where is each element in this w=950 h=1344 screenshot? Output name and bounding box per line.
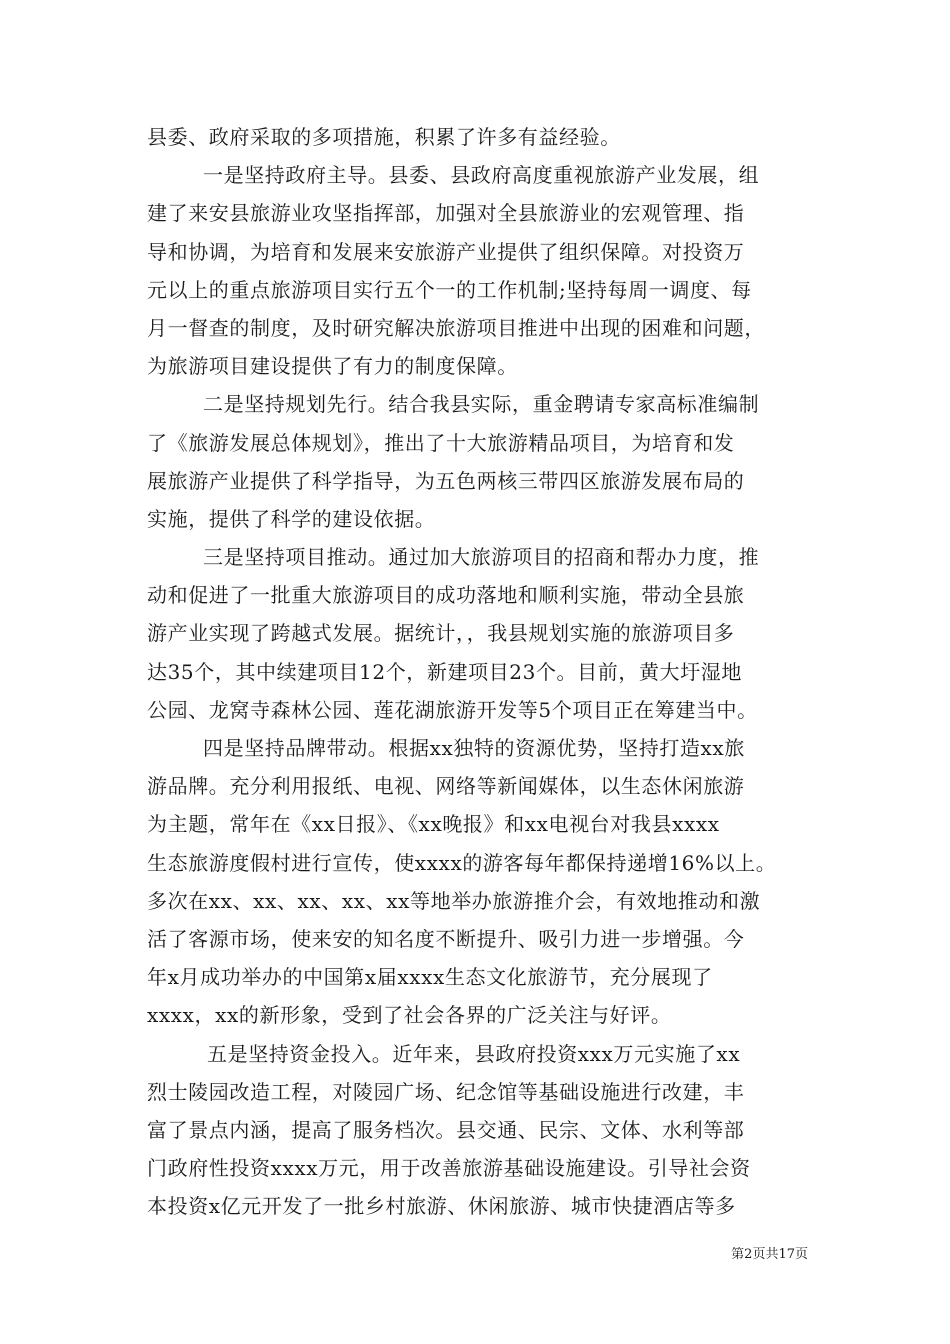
text-line: 烈士陵园改造工程，对陵园广场、纪念馆等基础设施进行改建，丰 xyxy=(147,1079,745,1104)
text-line: 年x月成功举办的中国第x届xxxx生态文化旅游节，充分展现了 xyxy=(147,965,713,990)
paragraph-start-line: 四是坚持品牌带动。根据xx独特的资源优势，坚持打造xx旅 xyxy=(203,736,745,760)
text-line: 游产业实现了跨越式发展。据统计，，我县规划实施的旅游项目多 xyxy=(147,621,735,646)
text-line: 活了客源市场，使来安的知名度不断提升、吸引力进一步增强。今 xyxy=(147,926,745,951)
text-line: 生态旅游度假村进行宣传，使xxxx的游客每年都保持递增16%以上。 xyxy=(147,850,777,875)
text-line: 元以上的重点旅游项目实行五个一的工作机制;坚持每周一调度、每 xyxy=(147,277,752,302)
text-line: 达35个，其中续建项目12个，新建项目23个。目前，黄大圩湿地 xyxy=(147,659,742,684)
text-line: 为旅游项目建设提供了有力的制度保障。 xyxy=(147,354,518,379)
paragraph-start-line: 三是坚持项目推动。通过加大旅游项目的招商和帮办力度，推 xyxy=(203,545,760,570)
text-line: 展旅游产业提供了科学指导，为五色两核三带四区旅游发展布局的 xyxy=(147,468,745,493)
text-line: 为主题，常年在《xx日报》、《xx晚报》和xx电视台对我县xxxx xyxy=(147,812,720,837)
text-line: 建了来安县旅游业攻坚指挥部，加强对全县旅游业的宏观管理、指 xyxy=(147,201,745,226)
text-line: 了《旅游发展总体规划》，推出了十大旅游精品项目，为培育和发 xyxy=(147,430,735,455)
text-line: xxxx，xx的新形象，受到了社会各界的广泛关注与好评。 xyxy=(147,1003,672,1028)
text-line: 县委、政府采取的多项措施，积累了许多有益经验。 xyxy=(147,125,621,149)
text-line: 门政府性投资xxxx万元，用于改善旅游基础设施建设。引导社会资 xyxy=(147,1156,751,1181)
text-line: 实施，提供了科学的建设依据。 xyxy=(147,506,436,531)
text-line: 富了景点内涵，提高了服务档次。县交通、民宗、文体、水利等部 xyxy=(147,1117,745,1142)
text-line: 本投资x亿元开发了一批乡村旅游、休闲旅游、城市快捷酒店等多 xyxy=(147,1194,736,1219)
text-line: 导和协调，为培育和发展来安旅游产业提供了组织保障。对投资万 xyxy=(147,239,745,264)
paragraph-start-line: 一是坚持政府主导。县委、县政府高度重视旅游产业发展，组 xyxy=(203,163,760,188)
text-line: 游品牌。充分利用报纸、电视、网络等新闻媒体，以生态休闲旅游 xyxy=(147,774,745,799)
text-line: 多次在xx、xx、xx、xx、xx等地举办旅游推介会，有效地推动和激 xyxy=(147,888,761,913)
paragraph-start-line: 二是坚持规划先行。结合我县实际，重金聘请专家高标准编制 xyxy=(203,392,760,417)
text-line: 月一督查的制度，及时研究解决旅游项目推进中出现的困难和问题， xyxy=(147,315,765,340)
page-number-footer: 第2页共17页 xyxy=(731,1247,808,1262)
text-line: 动和促进了一批重大旅游项目的成功落地和顺利实施，带动全县旅 xyxy=(147,583,745,608)
text-line: 公园、龙窝寺森林公园、莲花湖旅游开发等5个项目正在筹建当中。 xyxy=(147,697,758,722)
document-body xyxy=(147,118,807,1225)
paragraph-start-line: 五是坚持资金投入。近年来，县政府投资xxx万元实施了xx xyxy=(207,1041,741,1066)
